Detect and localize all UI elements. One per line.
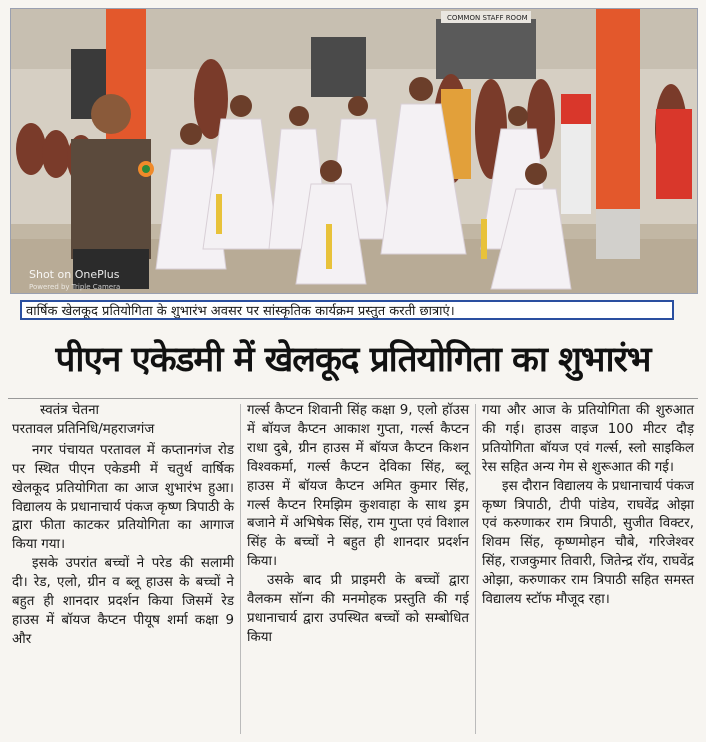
photo-caption: वार्षिक खेलकूद प्रतियोगिता के शुभारंभ अवसर पर सांस्कृतिक कार्यक्रम प्रस्तुत करती छात्राएं। [20,300,674,320]
paragraph: इसके उपरांत बच्चों ने परेड की सलामी दी। रेड, एलो, ग्रीन व ब्लू हाउस के बच्चों ने बहुत ही शानदार प्रदर्शन किया जिसमें रेड हाउस में बॉयज कैप्टन पीयूष शर्मा कक्षा 9 और [12,556,234,647]
paragraph: इस दौरान विद्यालय के प्रधानाचार्य पंकज कृष्ण त्रिपाठी, टीपी पांडेय, राघवेंद्र ओझा एवं करुणाकर राम त्रिपाठी, सुजीत विक्टर, शिवम सिंह, कृष्णमोहन चौबे, गरिजेश्वर सिंह, राजकुमार तिवारी, जितेन्द्र रॉय, राघवेंद्र ओझा, करुणाकर राम त्रिपाठी सहित समस्त विद्यालय स्टॉफ मौजूद रहा। [482,478,694,608]
byline [12,402,234,440]
column-divider [240,404,241,734]
watermark-text: Shot on OnePlus [29,268,120,281]
byline-source: स्वतंत्र चेतना [40,403,99,418]
paragraph: उसके बाद प्री प्राइमरी के बच्चों द्वारा वैलकम सॉन्ग की मनमोहक प्रस्तुति की गई प्रधानाचार्य द्वारा उपस्थित बच्चों को सम्बोधित किया [247,573,469,645]
paragraph: गर्ल्स कैप्टन शिवानी सिंह कक्षा 9, एलो हॉउस में बॉयज कैप्टन आकाश गुप्ता, गर्ल्स कैप्टन राधा दुबे, ग्रीन हाउस में बॉयज कैप्टन किशन विश्वकर्मा, गर्ल्स कैप्टन देविका सिंह, ब्लू हाउस में बॉयज कैप्टन अमित कुमार सिंह, गर्ल्स कैप्टन रिमझिम कुशवाहा के साथ ड्रम बजाने में अभिषेक सिंह, राम गुप्ता एवं विशाल सिंह के बच्चों ने बहुत ही शानदार प्रदर्शन किया। [247,403,469,570]
article-column-3 [482,402,694,610]
article-column-2 [247,402,469,648]
paragraph: नगर पंचायत परतावल में कप्तानगंज रोड पर स्थित पीएन एकेडमी में चतुर्थ वार्षिक खेलकूद प्रतियोगिता का आज शुभारंभ हुआ। विद्यालय के प्रधानाचार्य पंकज कृष्ण त्रिपाठी के द्वारा फीता काटकर प्रतियोगिता का आगाज किया गया। [12,442,234,553]
photo-watermark [29,269,120,293]
headline-divider [8,398,698,399]
byline-location: परतावल प्रतिनिधि/महराजगंज [12,421,155,437]
photo-illustration [11,9,697,293]
column-divider [475,404,476,734]
watermark-subtext: Powered by Triple Camera [29,283,121,291]
headline: पीएन एकेडमी में खेलकूद प्रतियोगिता का शुभारंभ [55,340,651,380]
article-column-1 [12,402,234,650]
article-photo [10,8,698,294]
staff-room-sign: COMMON STAFF ROOM [447,14,528,22]
paragraph: गया और आज के प्रतियोगिता की शुरुआत की गई। हाउस वाइज 100 मीटर दौड़ प्रतियोगिता बॉयज एवं गर्ल्स, स्लो साइकिल रेस सहित अन्य गेम से शुरूआत की गई। [482,403,694,475]
